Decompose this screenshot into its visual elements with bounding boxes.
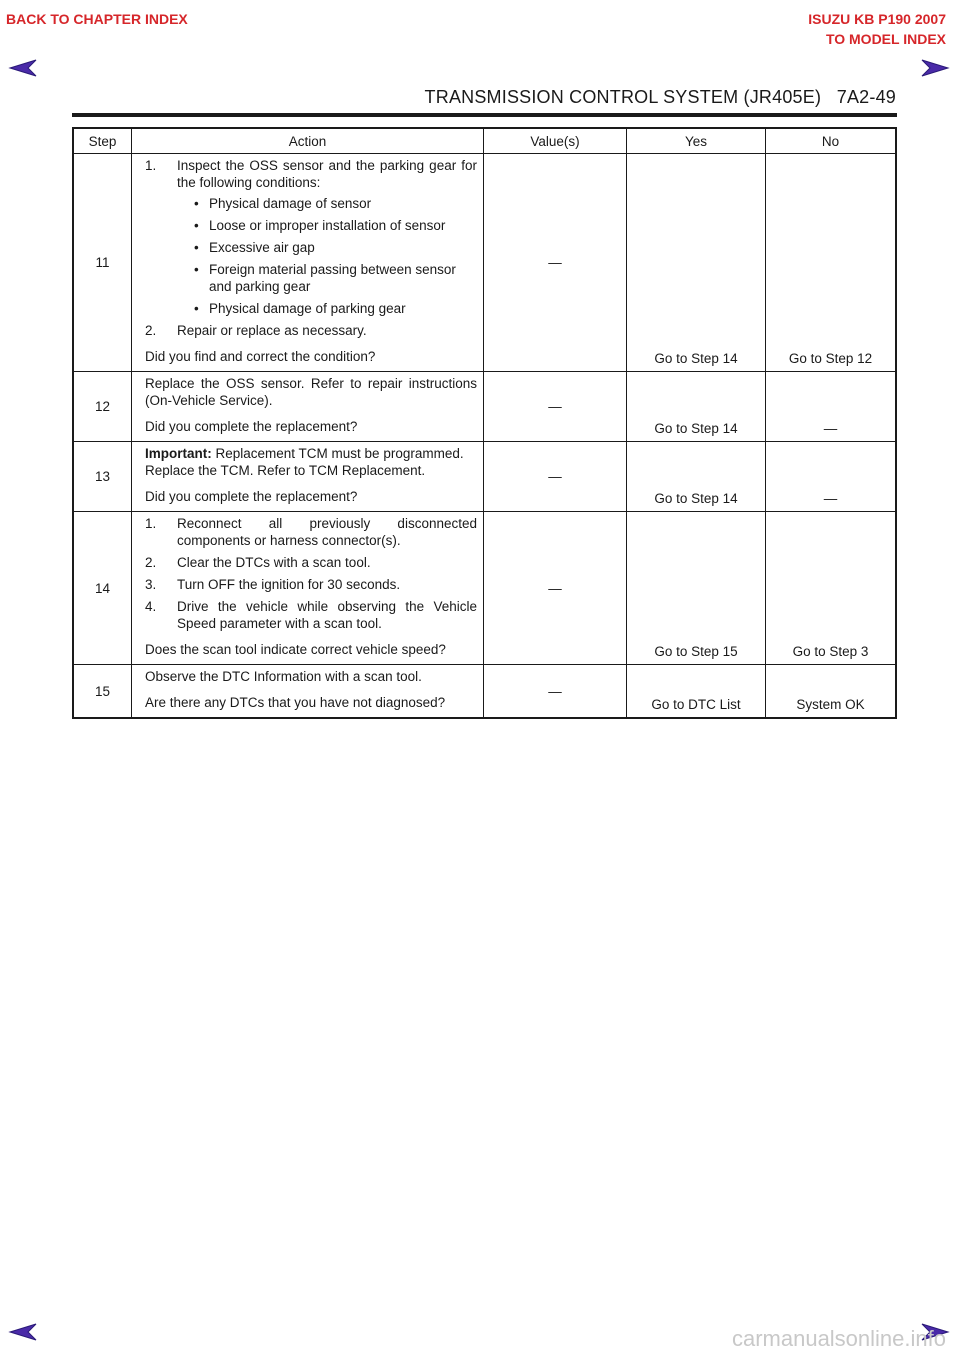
step-number: 15 (73, 665, 132, 719)
watermark: carmanualsonline.info (731, 1326, 946, 1351)
bullet-item: • Physical damage of parking gear (194, 301, 406, 316)
yes-cell: Go to Step 14 (627, 442, 766, 512)
value-cell: — (484, 665, 627, 719)
no-cell: — (766, 372, 897, 442)
action-item: 1. Reconnect all previously disconnected components or harness connector(s). (145, 516, 477, 548)
action-item: 4. Drive the vehicle while observing the Vehicle Speed parameter with a scan tool. (145, 599, 477, 631)
no-cell: System OK (766, 665, 897, 719)
yes-cell: Go to Step 14 (627, 154, 766, 372)
step-number: 13 (73, 442, 132, 512)
header-rule (72, 113, 897, 117)
action-text: Replace the TCM. Refer to TCM Replacement. (145, 463, 426, 478)
prev-page-arrow-icon[interactable] (8, 1322, 38, 1342)
yes-cell: Go to DTC List (627, 665, 766, 719)
next-page-arrow-icon[interactable] (920, 58, 950, 78)
action-cell (132, 442, 484, 512)
table-row (73, 665, 896, 719)
page-header (425, 87, 896, 108)
col-yes-header: Yes (627, 128, 766, 154)
important-label: Important: (145, 446, 212, 461)
action-cell (132, 372, 484, 442)
value-cell: — (484, 154, 627, 372)
prev-page-arrow-icon[interactable] (8, 58, 38, 78)
action-item: 2. Repair or replace as necessary. (145, 323, 367, 338)
bullet-item: • Foreign material passing between sensor and parking gear (194, 262, 456, 294)
table-row (73, 154, 896, 372)
table-header-row (73, 128, 896, 154)
action-text: Replace the OSS sensor. Refer to repair instructions (On-Vehicle Service). (145, 376, 477, 408)
action-item: 2. Clear the DTCs with a scan tool. (145, 555, 371, 570)
no-cell: — (766, 442, 897, 512)
table-row (73, 372, 896, 442)
bullet-item: • Excessive air gap (194, 240, 315, 255)
no-cell: Go to Step 12 (766, 154, 897, 372)
back-to-chapter-index-link[interactable]: BACK TO CHAPTER INDEX (6, 11, 188, 27)
section-title: TRANSMISSION CONTROL SYSTEM (JR405E) (424, 87, 822, 107)
col-step-header: Step (73, 128, 132, 154)
yes-cell: Go to Step 14 (627, 372, 766, 442)
value-cell: — (484, 512, 627, 665)
yes-cell: Go to Step 15 (627, 512, 766, 665)
value-cell: — (484, 372, 627, 442)
col-values-header: Value(s) (484, 128, 627, 154)
no-cell: Go to Step 3 (766, 512, 897, 665)
action-question: Did you complete the replacement? (145, 489, 358, 504)
diagnostic-table (72, 127, 897, 719)
action-question: Did you find and correct the condition? (145, 349, 376, 364)
action-cell (132, 512, 484, 665)
col-no-header: No (766, 128, 897, 154)
step-number: 12 (73, 372, 132, 442)
value-cell: — (484, 442, 627, 512)
action-item: 3. Turn OFF the ignition for 30 seconds. (145, 577, 401, 592)
step-number: 14 (73, 512, 132, 665)
page-number: 7A2-49 (836, 87, 896, 107)
action-text: Observe the DTC Information with a scan tool. (145, 669, 422, 684)
action-question: Did you complete the replacement? (145, 419, 358, 434)
important-note: Important: Replacement TCM must be programmed. (145, 446, 464, 461)
bullet-item: • Loose or improper installation of sensor (194, 218, 446, 233)
action-cell (132, 665, 484, 719)
action-cell (132, 154, 484, 372)
action-question: Are there any DTCs that you have not diagnosed? (145, 695, 446, 710)
to-model-index-link[interactable]: TO MODEL INDEX (825, 31, 946, 47)
action-item: 1. Inspect the OSS sensor and the parking gear for the following conditions: • Physical damage of sensor • Loose or improper installation of sensor • Excessive air gap • Foreign material passing between sensor and parking gear • Physical damage of parking gear (145, 158, 477, 316)
bullet-item: • Physical damage of sensor (194, 196, 372, 211)
col-action-header: Action (132, 128, 484, 154)
table-row (73, 512, 896, 665)
table-row (73, 442, 896, 512)
model-title-link[interactable]: ISUZU KB P190 2007 (808, 11, 946, 27)
action-question: Does the scan tool indicate correct vehicle speed? (145, 642, 446, 657)
step-number: 11 (73, 154, 132, 372)
